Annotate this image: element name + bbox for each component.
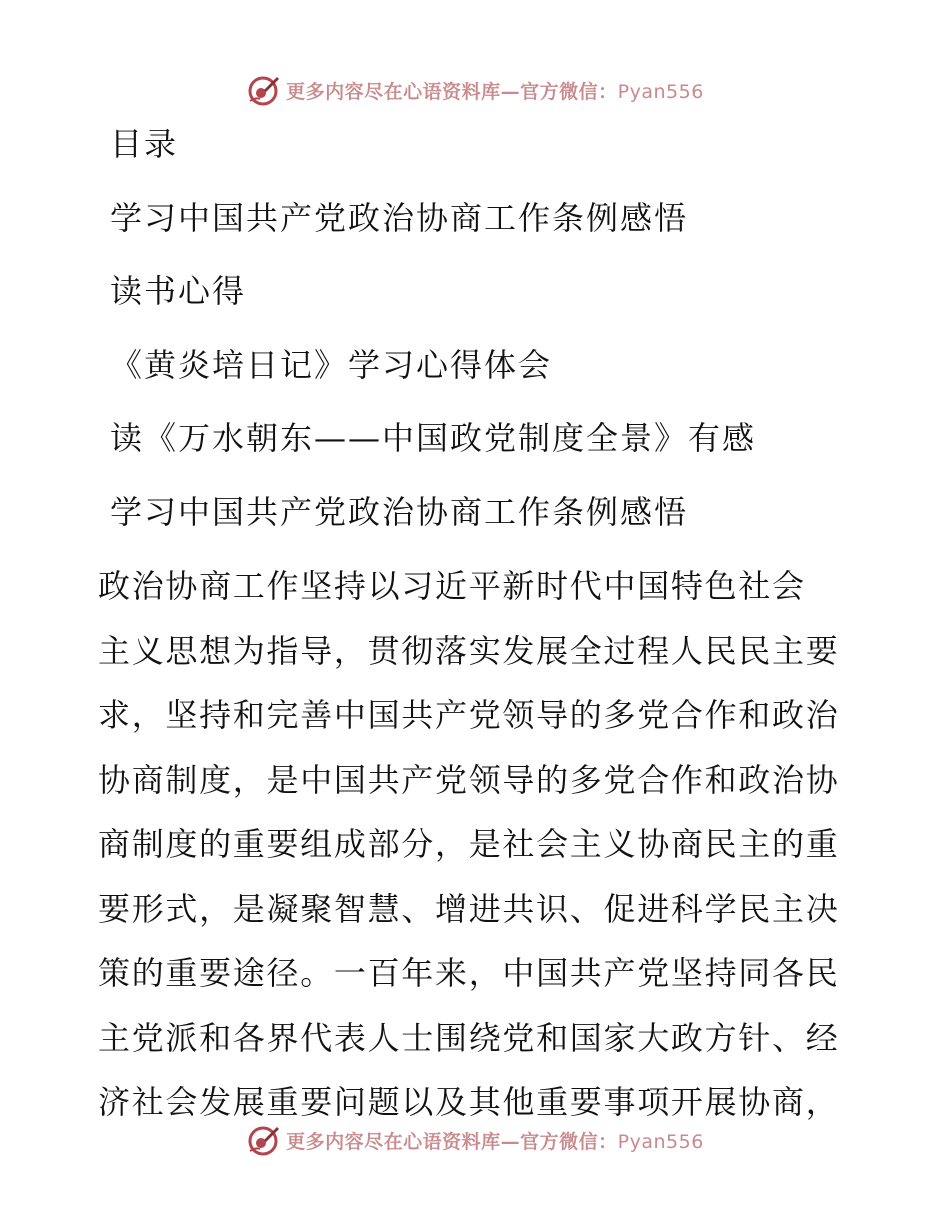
toc-item: 读书心得 bbox=[110, 272, 247, 310]
section-heading: 学习中国共产党政治协商工作条例感悟 bbox=[110, 492, 689, 531]
body-paragraph bbox=[98, 560, 858, 1141]
table-of-contents bbox=[110, 118, 870, 559]
paragraph-line: 商制度的重要组成部分，是社会主义协商民主的重 bbox=[98, 825, 840, 863]
footer-watermark bbox=[0, 1120, 950, 1160]
toc-item: 《黄炎培日记》学习心得体会 bbox=[110, 345, 553, 384]
paragraph-line: 求，坚持和完善中国共产党领导的多党合作和政治 bbox=[98, 696, 840, 734]
watermark-text: 更多内容尽在心语资料库—官方微信：Pyan556 bbox=[286, 1130, 704, 1153]
paragraph-line: 济社会发展重要问题以及其他重要事项开展协商， bbox=[98, 1083, 840, 1121]
watermark-text: 更多内容尽在心语资料库—官方微信：Pyan556 bbox=[286, 80, 704, 103]
paragraph-line: 要形式，是凝聚智慧、增进共识、促进科学民主决 bbox=[98, 889, 840, 928]
toc-title: 目录 bbox=[110, 125, 179, 163]
toc-item: 学习中国共产党政治协商工作条例感悟 bbox=[110, 198, 689, 237]
paragraph-line: 主义思想为指导，贯彻落实发展全过程人民民主要 bbox=[98, 631, 840, 670]
paragraph-line: 政治协商工作坚持以习近平新时代中国特色社会 bbox=[98, 567, 806, 605]
paragraph-line: 协商制度，是中国共产党领导的多党合作和政治协 bbox=[98, 760, 840, 799]
paragraph-line: 主党派和各界代表人士围绕党和国家大政方针、经 bbox=[98, 1018, 840, 1057]
brush-logo-icon bbox=[246, 73, 280, 107]
toc-item: 读《万水朝东——中国政党制度全景》有感 bbox=[110, 419, 757, 457]
header-watermark bbox=[0, 70, 950, 110]
brush-logo-icon bbox=[246, 1123, 280, 1157]
paragraph-line: 策的重要途径。一百年来，中国共产党坚持同各民 bbox=[98, 954, 840, 992]
